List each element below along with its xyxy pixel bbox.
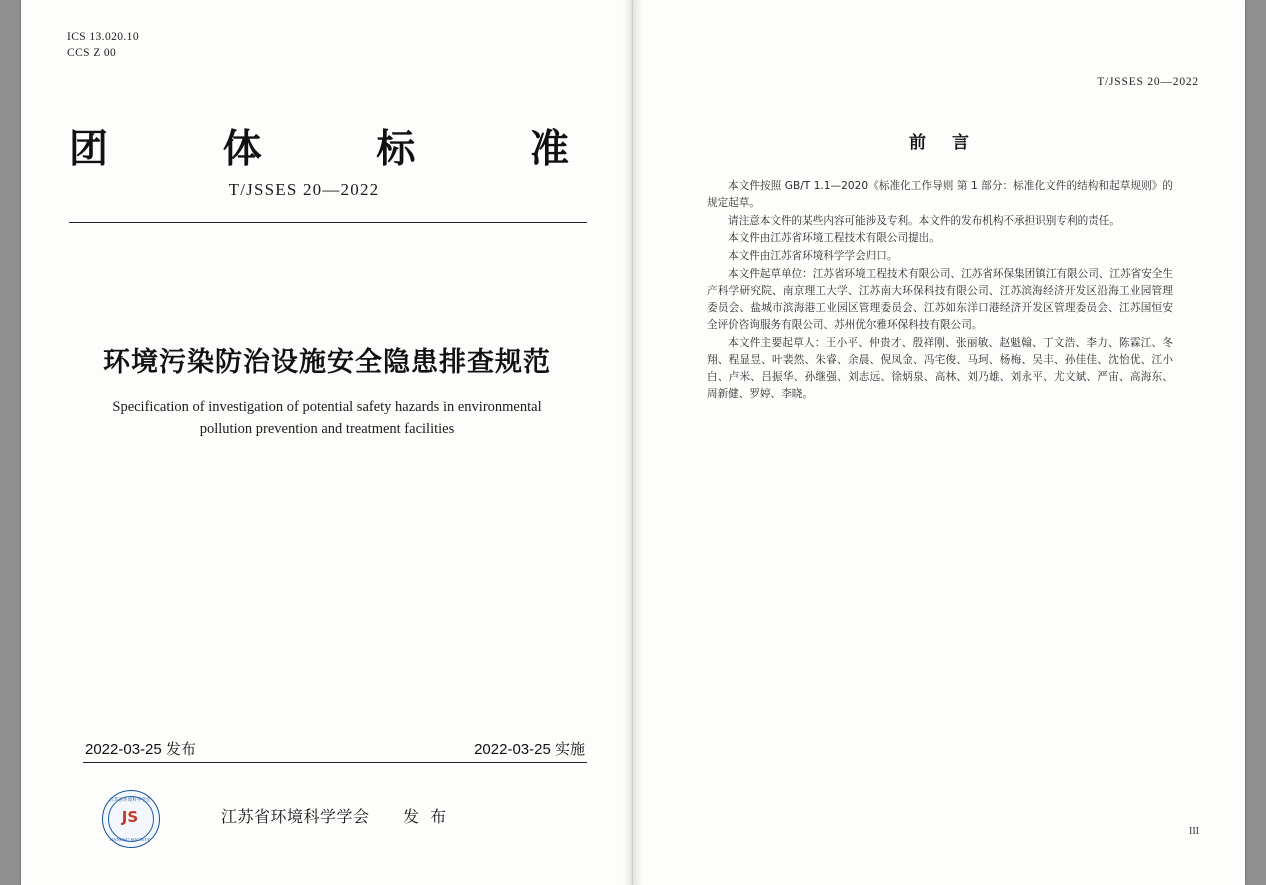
foreword-paragraph: 本文件主要起草人：王小平、仲贵才、殷祥刚、张丽敏、赵魁翰、丁文浩、李力、陈霖江、冬翔、程显昱、叶裴然、朱睿、余晨、倪凤金、冯宅俊、马珂、杨梅、吴丰、孙佳佳、沈怡优、江小白、卢米、吕振华、孙继强、刘志远、徐炳泉、高林、刘乃雄、刘永平、尤文斌、严宙、高海东、周新健、罗婷、李晓。	[707, 336, 1173, 401]
cover-bottom-rule	[83, 762, 587, 763]
foreword-paragraph: 本文件按照 GB/T 1.1—2020《标准化工作导则 第 1 部分：标准化文件的结构和起草规则》的规定起草。	[707, 180, 1173, 210]
ics-block	[67, 30, 139, 61]
page-number: III	[1189, 826, 1199, 837]
ccs-code: CCS Z 00	[67, 46, 117, 59]
emblem-arc-top-text: 江苏省环境科学学会	[109, 797, 151, 802]
document-title-en	[81, 396, 573, 441]
emblem-center-text: JS	[121, 808, 139, 826]
publisher-row	[83, 790, 587, 850]
series-title-char-4: 准	[529, 127, 569, 172]
issue-date: 2022-03-25 发布	[85, 741, 196, 758]
effective-date: 2022-03-25 实施	[474, 741, 585, 758]
foreword-paragraph: 本文件由江苏省环境科学学会归口。	[728, 250, 898, 263]
cover-page	[21, 0, 633, 885]
cover-date-row	[85, 738, 585, 759]
series-title-char-2: 体	[222, 127, 262, 172]
publisher-verb: 发 布	[403, 807, 450, 826]
foreword-page	[633, 0, 1245, 885]
foreword-paragraph: 请注意本文件的某些内容可能涉及专利。本文件的发布机构不承担识别专利的责任。	[728, 214, 1120, 227]
running-header: T/JSSES 20—2022	[1097, 76, 1199, 88]
publisher-name: 江苏省环境科学学会	[221, 807, 370, 826]
foreword-paragraph: 本文件由江苏省环境工程技术有限公司提出。	[728, 232, 940, 245]
foreword-title: 前 言	[909, 133, 979, 153]
document-title-en-line2: pollution prevention and treatment facilities	[199, 421, 455, 438]
cover-top-rule	[69, 222, 587, 223]
standard-number: T/JSSES 20—2022	[228, 180, 380, 199]
series-title	[69, 118, 569, 174]
document-title-cn: 环境污染防治设施安全隐患排查规范	[103, 347, 551, 378]
foreword-paragraph: 本文件起草单位：江苏省环境工程技术有限公司、江苏省环保集团镇江有限公司、江苏省安全生产科学研究院、南京理工大学、江苏南大环保科技有限公司、江苏滨海经济开发区沿海工业园管理委员会、盐城市滨海港工业园区管理委员会、江苏如东洋口港经济开发区管理委员会、江苏国恒安全评价咨询服务有限公司、苏州优尔雅环保科技有限公司。	[707, 267, 1173, 332]
document-title-en-line1: Specification of investigation of potential safety hazards in environmental	[112, 399, 542, 415]
emblem-arc-bottom-text: JIANGSU SOCIETY	[109, 837, 151, 842]
ics-code: ICS 13.020.10	[67, 31, 139, 43]
series-title-char-1: 团	[69, 127, 109, 172]
series-title-char-3: 标	[376, 127, 416, 172]
foreword-body	[707, 178, 1173, 404]
society-emblem-icon	[102, 790, 160, 848]
